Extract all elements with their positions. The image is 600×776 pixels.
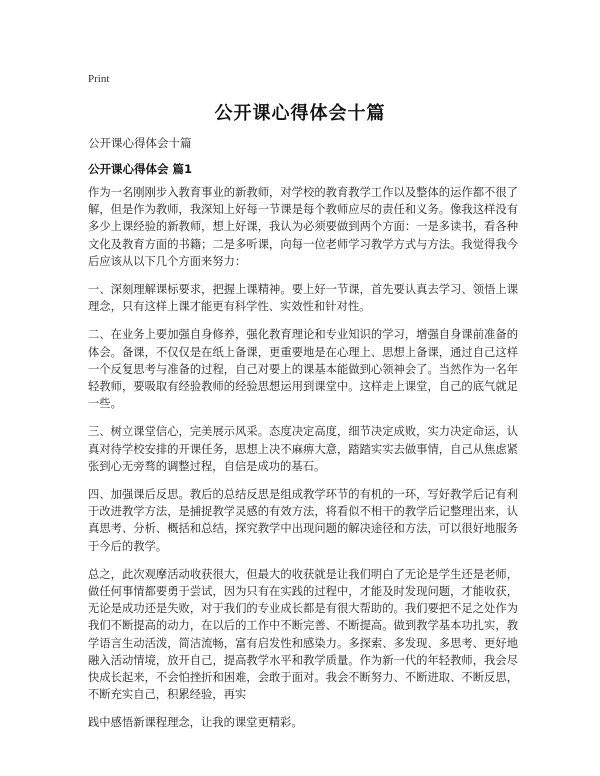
paragraph-point-2: 二、在业务上要加强自身修养，强化教育理论和专业知识的学习，增强自身课前准备的体会。备课，不仅仅是在纸上备课，更重要地是在心理上、思想上备课，通过自己这样一个反复思考与准备的过程，自己对要上的课基本能做到心领神会了。当然作为一名年轻教师，要吸取有经验教师的经验思想运用到课堂中。这样走上课堂，自己的底气就足一些。 — [88, 328, 518, 411]
paragraph-closing: 践中感悟新课程理念，让我的课堂更精彩。 — [88, 716, 303, 730]
paragraph-point-4: 四、加强课后反思。教后的总结反思是组成教学环节的有机的一环，写好教学后记有利于改进教学方法，是捕捉教学灵感的有效方法，将看似不相干的教学后记整理出来，认真思考、分析、概括和总结，探究教学中出现问题的解决途径和方法，可以很好地服务于今后的教学。 — [88, 488, 518, 553]
paragraph-point-1: 一、深刻理解课标要求，把握上课精神。要上好一节课，首先要认真去学习、领悟上课理念，只有这样上课才能更有科学性、实效性和针对性。 — [88, 283, 518, 314]
print-label[interactable]: Print — [88, 73, 110, 85]
document-title: 公开课心得体会十篇 — [214, 103, 386, 124]
paragraph-point-3: 三、树立课堂信心，完美展示风采。态度决定高度，细节决定成败，实力决定命运，认真对待学校安排的开课任务，思想上决不麻痹大意，踏踏实实去做事情，自己从焦虑紧张到心无旁骛的调整过程，自信是成功的基石。 — [88, 425, 518, 473]
paragraph-summary: 总之，此次观摩活动收获很大，但最大的收获就是让我们明白了无论是学生还是老师，做任何事情都要勇于尝试，因为只有在实践的过程中，才能及时发现问题，才能收获，无论是成功还是失败，对于我们的专业成长都是有很大帮助的。我们要把不足之处作为我们不断提高的动力，在以后的工作中不断完善、不断提高。做到教学基本功扎实，教学语言生动活泼，简洁流畅，富有启发性和感染力。多探索、多发现、多思考、更好地融入活动情境，放开自己，提高教学水平和教学质量。作为新一代的年轻教师，我会尽快成长起来，不会怕挫折和困难，会敢于面对。我会不断努力、不断进取、不断反思，不断充实自己，积累经验，再实 — [88, 567, 518, 702]
document-subtitle: 公开课心得体会十篇 — [88, 136, 192, 150]
section-heading: 公开课心得体会 篇1 — [88, 162, 193, 176]
document-body — [88, 184, 518, 743]
paragraph-intro: 作为一名刚刚步入教育事业的新教师，对学校的教育教学工作以及整体的运作都不很了解，但是作为教师，我深知上好每一节课是每个教师应尽的责任和义务。像我这样没有多少上课经验的新教师，想上好课，我认为必须要做到两个方面：一是多读书，看各种文化及教育方面的书籍；二是多听课，向每一位老师学习教学方式与方法。我觉得我今后应该从以下几个方面来努力： — [88, 186, 518, 268]
